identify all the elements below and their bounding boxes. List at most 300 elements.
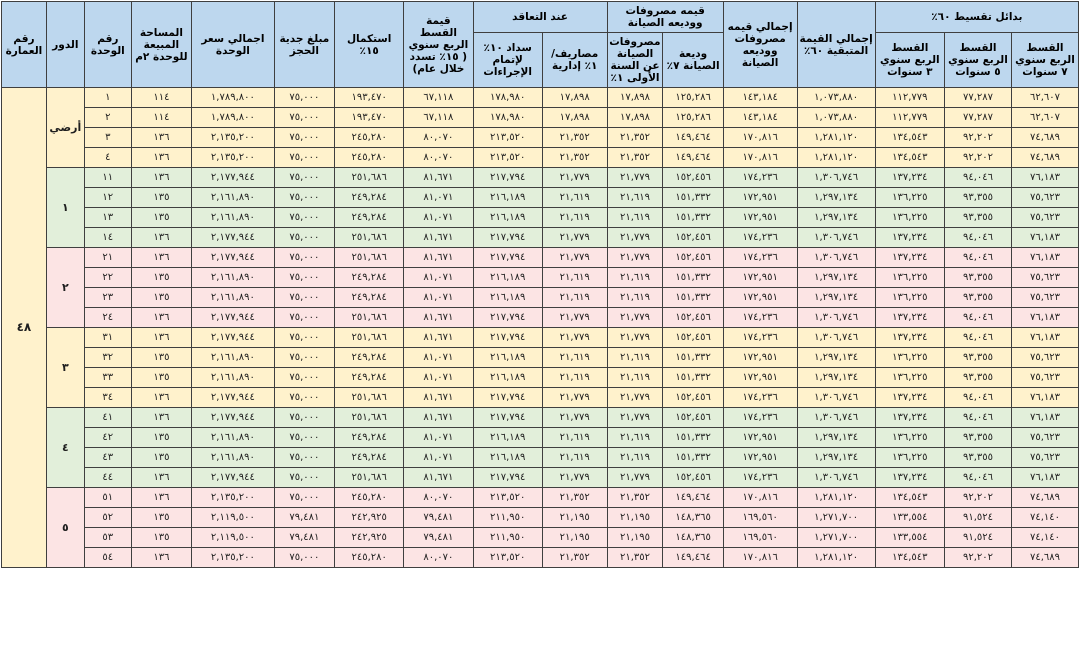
cell-unit-total-price: ٢,١٦١,٨٩٠ <box>192 448 275 468</box>
cell-maintenance-total: ١٧٢,٩٥١ <box>723 208 797 228</box>
table-row <box>2 388 1079 408</box>
cell-admin-fees: ٢١,٦١٩ <box>542 288 607 308</box>
cell-unit-number: ٢٣ <box>84 288 131 308</box>
cell-payment-10: ٢١٧,٧٩٤ <box>473 248 542 268</box>
cell-payment-10: ٢١٧,٧٩٤ <box>473 468 542 488</box>
cell-installment-3y: ١٣٧,٢٣٤ <box>875 408 944 428</box>
cell-maintenance-total: ١٧٤,٢٣٦ <box>723 228 797 248</box>
table-row <box>2 528 1079 548</box>
cell-unit-total-price: ١,٧٨٩,٨٠٠ <box>192 108 275 128</box>
cell-installment-3y: ١٣٣,٥٥٤ <box>875 508 944 528</box>
cell-completion-15: ٢٥١,٦٨٦ <box>335 168 404 188</box>
cell-quarterly-installment: ٨١,٦٧١ <box>404 308 473 328</box>
cell-unit-number: ٤٢ <box>84 428 131 448</box>
cell-completion-15: ٢٥١,٦٨٦ <box>335 328 404 348</box>
cell-maintenance-total: ١٧٤,٢٣٦ <box>723 408 797 428</box>
cell-quarterly-installment: ٨١,٦٧١ <box>404 168 473 188</box>
cell-maintenance-deposit-7: ١٥٢,٤٥٦ <box>663 468 723 488</box>
cell-unit-area: ١٣٥ <box>131 288 191 308</box>
cell-reservation-amount: ٧٥,٠٠٠ <box>274 228 334 248</box>
cell-reservation-amount: ٧٥,٠٠٠ <box>274 88 334 108</box>
cell-unit-total-price: ٢,١٦١,٨٩٠ <box>192 288 275 308</box>
cell-unit-number: ١٣ <box>84 208 131 228</box>
cell-completion-15: ٢٤٥,٢٨٠ <box>335 148 404 168</box>
cell-payment-10: ٢١٧,٧٩٤ <box>473 328 542 348</box>
cell-installment-3y: ١٣٦,٢٢٥ <box>875 188 944 208</box>
cell-unit-total-price: ٢,١٦١,٨٩٠ <box>192 368 275 388</box>
cell-installment-7y: ٧٦,١٨٣ <box>1011 408 1078 428</box>
cell-maintenance-first-year: ٢١,٦١٩ <box>607 448 663 468</box>
cell-quarterly-installment: ٦٧,١١٨ <box>404 108 473 128</box>
cell-maintenance-total: ١٧٢,٩٥١ <box>723 268 797 288</box>
table-row <box>2 368 1079 388</box>
cell-completion-15: ٢٥١,٦٨٦ <box>335 408 404 428</box>
cell-maintenance-deposit-7: ١٤٨,٣٦٥ <box>663 528 723 548</box>
cell-reservation-amount: ٧٥,٠٠٠ <box>274 108 334 128</box>
cell-unit-area: ١٣٦ <box>131 328 191 348</box>
cell-installment-3y: ١٣٤,٥٤٣ <box>875 488 944 508</box>
cell-maintenance-first-year: ٢١,١٩٥ <box>607 508 663 528</box>
header-installment-5y: القسط الربع سنوي ٥ سنوات <box>944 33 1011 88</box>
cell-unit-total-price: ٢,١١٩,٥٠٠ <box>192 528 275 548</box>
cell-maintenance-total: ١٧٢,٩٥١ <box>723 428 797 448</box>
cell-reservation-amount: ٧٥,٠٠٠ <box>274 248 334 268</box>
cell-maintenance-deposit-7: ١٥١,٣٣٢ <box>663 428 723 448</box>
cell-installment-5y: ٩٤,٠٤٦ <box>944 468 1011 488</box>
cell-maintenance-deposit-7: ١٥٢,٤٥٦ <box>663 408 723 428</box>
cell-maintenance-first-year: ٢١,٦١٩ <box>607 188 663 208</box>
cell-installment-5y: ٩٢,٢٠٢ <box>944 128 1011 148</box>
cell-reservation-amount: ٧٥,٠٠٠ <box>274 208 334 228</box>
cell-unit-total-price: ٢,١٧٧,٩٤٤ <box>192 248 275 268</box>
cell-installment-7y: ٦٢,٦٠٧ <box>1011 108 1078 128</box>
cell-installment-7y: ٧٦,١٨٣ <box>1011 328 1078 348</box>
cell-installment-3y: ١٣٧,٢٣٤ <box>875 468 944 488</box>
cell-installment-3y: ١٣٦,٢٢٥ <box>875 368 944 388</box>
cell-maintenance-first-year: ٢١,٦١٩ <box>607 208 663 228</box>
cell-installment-7y: ٧٥,٦٢٣ <box>1011 368 1078 388</box>
header-maintenance-deposit-7: وديعة الصيانة ٧٪ <box>663 33 723 88</box>
cell-installment-5y: ٧٧,٢٨٧ <box>944 108 1011 128</box>
cell-maintenance-first-year: ٢١,٧٧٩ <box>607 328 663 348</box>
cell-installment-3y: ١٣٦,٢٢٥ <box>875 448 944 468</box>
cell-installment-5y: ٩٢,٢٠٢ <box>944 148 1011 168</box>
cell-floor: ١ <box>46 168 84 248</box>
cell-unit-total-price: ٢,١٧٧,٩٤٤ <box>192 408 275 428</box>
table-row <box>2 268 1079 288</box>
cell-reservation-amount: ٧٩,٤٨١ <box>274 508 334 528</box>
cell-maintenance-total: ١٧٠,٨١٦ <box>723 128 797 148</box>
cell-total-remaining: ١,٢٩٧,١٣٤ <box>797 348 875 368</box>
cell-installment-7y: ٧٥,٦٢٣ <box>1011 428 1078 448</box>
cell-completion-15: ٢٥١,٦٨٦ <box>335 248 404 268</box>
group-header-installments: بدائل تقسيط ٦٠٪ <box>875 2 1078 33</box>
cell-admin-fees: ٢١,٧٧٩ <box>542 328 607 348</box>
cell-total-remaining: ١,٣٠٦,٧٤٦ <box>797 248 875 268</box>
group-header-at-contract: عند التعاقد <box>473 2 607 33</box>
cell-unit-number: ٣ <box>84 128 131 148</box>
cell-installment-3y: ١٣٧,٢٣٤ <box>875 388 944 408</box>
cell-maintenance-deposit-7: ١٢٥,٢٨٦ <box>663 108 723 128</box>
cell-reservation-amount: ٧٥,٠٠٠ <box>274 168 334 188</box>
cell-quarterly-installment: ٧٩,٤٨١ <box>404 528 473 548</box>
cell-unit-area: ١١٤ <box>131 88 191 108</box>
cell-payment-10: ٢١٣,٥٢٠ <box>473 488 542 508</box>
header-maintenance-total: إجمالي قيمه مصروفات ووديعه الصيانة <box>723 2 797 88</box>
cell-completion-15: ٢٤٢,٩٢٥ <box>335 508 404 528</box>
table-row <box>2 308 1079 328</box>
table-row <box>2 108 1079 128</box>
table-row <box>2 508 1079 528</box>
cell-maintenance-total: ١٧٠,٨١٦ <box>723 488 797 508</box>
cell-installment-5y: ٩٣,٣٥٥ <box>944 208 1011 228</box>
cell-installment-5y: ٩١,٥٢٤ <box>944 508 1011 528</box>
cell-unit-number: ٣٣ <box>84 368 131 388</box>
cell-completion-15: ٢٤٥,٢٨٠ <box>335 128 404 148</box>
cell-admin-fees: ٢١,٦١٩ <box>542 368 607 388</box>
table-row <box>2 488 1079 508</box>
cell-quarterly-installment: ٨١,٠٧١ <box>404 268 473 288</box>
cell-total-remaining: ١,٢٧١,٧٠٠ <box>797 528 875 548</box>
cell-unit-area: ١٣٦ <box>131 388 191 408</box>
header-reservation-amount: مبلغ جدية الحجز <box>274 2 334 88</box>
cell-completion-15: ٢٥١,٦٨٦ <box>335 468 404 488</box>
cell-installment-3y: ١٣٤,٥٤٣ <box>875 548 944 568</box>
cell-unit-number: ١٤ <box>84 228 131 248</box>
header-maintenance-first-year-1: مصروفات الصيانة عن السنة الأولى ١٪ <box>607 33 663 88</box>
cell-unit-total-price: ١,٧٨٩,٨٠٠ <box>192 88 275 108</box>
cell-unit-number: ٤١ <box>84 408 131 428</box>
cell-maintenance-first-year: ٢١,٦١٩ <box>607 288 663 308</box>
cell-maintenance-first-year: ٢١,٦١٩ <box>607 348 663 368</box>
cell-total-remaining: ١,٢٩٧,١٣٤ <box>797 428 875 448</box>
cell-completion-15: ٢٤٩,٢٨٤ <box>335 428 404 448</box>
cell-unit-area: ١٣٦ <box>131 548 191 568</box>
cell-quarterly-installment: ٨١,٠٧١ <box>404 428 473 448</box>
header-unit-number: رقم الوحدة <box>84 2 131 88</box>
cell-installment-7y: ٧٥,٦٢٣ <box>1011 448 1078 468</box>
cell-reservation-amount: ٧٥,٠٠٠ <box>274 328 334 348</box>
cell-payment-10: ٢١٦,١٨٩ <box>473 368 542 388</box>
cell-installment-7y: ٧٥,٦٢٣ <box>1011 348 1078 368</box>
cell-installment-3y: ١٣٧,٢٣٤ <box>875 168 944 188</box>
cell-maintenance-total: ١٧٢,٩٥١ <box>723 348 797 368</box>
cell-completion-15: ٢٥١,٦٨٦ <box>335 228 404 248</box>
cell-maintenance-deposit-7: ١٥١,٣٣٢ <box>663 188 723 208</box>
cell-maintenance-total: ١٧٤,٢٣٦ <box>723 388 797 408</box>
cell-maintenance-first-year: ٢١,٧٧٩ <box>607 308 663 328</box>
cell-quarterly-installment: ٨٠,٠٧٠ <box>404 128 473 148</box>
cell-installment-3y: ١٣٦,٢٢٥ <box>875 288 944 308</box>
cell-reservation-amount: ٧٥,٠٠٠ <box>274 448 334 468</box>
header-admin-fees-1: مصاريف/١٪ إدارية <box>542 33 607 88</box>
cell-maintenance-first-year: ٢١,٧٧٩ <box>607 408 663 428</box>
cell-payment-10: ٢١١,٩٥٠ <box>473 508 542 528</box>
cell-payment-10: ٢١٧,٧٩٤ <box>473 308 542 328</box>
cell-reservation-amount: ٧٥,٠٠٠ <box>274 368 334 388</box>
cell-maintenance-deposit-7: ١٥١,٣٣٢ <box>663 368 723 388</box>
table-row <box>2 448 1079 468</box>
cell-unit-number: ٣٤ <box>84 388 131 408</box>
cell-unit-total-price: ٢,١٧٧,٩٤٤ <box>192 308 275 328</box>
cell-installment-7y: ٧٦,١٨٣ <box>1011 388 1078 408</box>
cell-installment-5y: ٩٣,٣٥٥ <box>944 368 1011 388</box>
cell-reservation-amount: ٧٥,٠٠٠ <box>274 288 334 308</box>
cell-installment-3y: ١٣٧,٢٣٤ <box>875 248 944 268</box>
header-installment-3y: القسط الربع سنوي ٣ سنوات <box>875 33 944 88</box>
cell-installment-7y: ٦٢,٦٠٧ <box>1011 88 1078 108</box>
header-building-number: رقم العمارة <box>2 2 47 88</box>
cell-installment-3y: ١٣٧,٢٣٤ <box>875 308 944 328</box>
cell-installment-7y: ٧٥,٦٢٣ <box>1011 288 1078 308</box>
cell-total-remaining: ١,٣٠٦,٧٤٦ <box>797 228 875 248</box>
cell-maintenance-first-year: ٢١,٣٥٢ <box>607 488 663 508</box>
cell-total-remaining: ١,٢٨١,١٢٠ <box>797 548 875 568</box>
cell-maintenance-total: ١٧٠,٨١٦ <box>723 548 797 568</box>
cell-installment-5y: ٩١,٥٢٤ <box>944 528 1011 548</box>
cell-reservation-amount: ٧٩,٤٨١ <box>274 528 334 548</box>
cell-unit-total-price: ٢,١٧٧,٩٤٤ <box>192 228 275 248</box>
cell-payment-10: ٢١٧,٧٩٤ <box>473 408 542 428</box>
cell-admin-fees: ٢١,٣٥٢ <box>542 128 607 148</box>
cell-admin-fees: ٢١,٧٧٩ <box>542 408 607 428</box>
cell-quarterly-installment: ٨١,٠٧١ <box>404 368 473 388</box>
cell-maintenance-first-year: ٢١,٧٧٩ <box>607 248 663 268</box>
cell-unit-area: ١٣٥ <box>131 188 191 208</box>
cell-unit-number: ٤٤ <box>84 468 131 488</box>
cell-reservation-amount: ٧٥,٠٠٠ <box>274 268 334 288</box>
cell-installment-5y: ٩٤,٠٤٦ <box>944 168 1011 188</box>
header-group-row <box>2 2 1079 33</box>
table-row <box>2 548 1079 568</box>
cell-admin-fees: ٢١,١٩٥ <box>542 508 607 528</box>
cell-admin-fees: ٢١,١٩٥ <box>542 528 607 548</box>
cell-unit-total-price: ٢,١٦١,٨٩٠ <box>192 208 275 228</box>
cell-admin-fees: ٢١,٧٧٩ <box>542 468 607 488</box>
cell-installment-3y: ١١٢,٧٧٩ <box>875 88 944 108</box>
cell-quarterly-installment: ٨١,٠٧١ <box>404 348 473 368</box>
cell-admin-fees: ١٧,٨٩٨ <box>542 108 607 128</box>
cell-maintenance-total: ١٧٤,٢٣٦ <box>723 168 797 188</box>
cell-maintenance-total: ١٧٤,٢٣٦ <box>723 468 797 488</box>
cell-payment-10: ٢١٣,٥٢٠ <box>473 548 542 568</box>
cell-completion-15: ٢٤٩,٢٨٤ <box>335 348 404 368</box>
cell-total-remaining: ١,٢٩٧,١٣٤ <box>797 268 875 288</box>
cell-maintenance-first-year: ٢١,٦١٩ <box>607 368 663 388</box>
header-floor: الدور <box>46 2 84 88</box>
table-row <box>2 208 1079 228</box>
cell-payment-10: ٢١٧,٧٩٤ <box>473 228 542 248</box>
cell-quarterly-installment: ٨١,٦٧١ <box>404 468 473 488</box>
cell-maintenance-first-year: ٢١,٧٧٩ <box>607 388 663 408</box>
cell-maintenance-first-year: ٢١,٧٧٩ <box>607 468 663 488</box>
cell-unit-number: ٢٢ <box>84 268 131 288</box>
cell-unit-area: ١٣٦ <box>131 468 191 488</box>
cell-installment-5y: ٩٣,٣٥٥ <box>944 268 1011 288</box>
cell-total-remaining: ١,٢٩٧,١٣٤ <box>797 448 875 468</box>
cell-installment-7y: ٧٥,٦٢٣ <box>1011 188 1078 208</box>
table-row <box>2 248 1079 268</box>
cell-total-remaining: ١,٢٩٧,١٣٤ <box>797 188 875 208</box>
cell-maintenance-deposit-7: ١٥١,٣٣٢ <box>663 208 723 228</box>
cell-reservation-amount: ٧٥,٠٠٠ <box>274 428 334 448</box>
cell-reservation-amount: ٧٥,٠٠٠ <box>274 488 334 508</box>
cell-payment-10: ٢١٣,٥٢٠ <box>473 128 542 148</box>
cell-maintenance-deposit-7: ١٤٩,٤٦٤ <box>663 148 723 168</box>
cell-installment-7y: ٧٦,١٨٣ <box>1011 168 1078 188</box>
cell-payment-10: ٢١٦,١٨٩ <box>473 268 542 288</box>
cell-admin-fees: ٢١,٧٧٩ <box>542 388 607 408</box>
cell-maintenance-first-year: ١٧,٨٩٨ <box>607 108 663 128</box>
cell-installment-5y: ٧٧,٢٨٧ <box>944 88 1011 108</box>
cell-unit-number: ٥٣ <box>84 528 131 548</box>
cell-unit-number: ٥٢ <box>84 508 131 528</box>
cell-maintenance-deposit-7: ١٥٢,٤٥٦ <box>663 228 723 248</box>
cell-installment-7y: ٧٦,١٨٣ <box>1011 468 1078 488</box>
cell-installment-7y: ٧٥,٦٢٣ <box>1011 208 1078 228</box>
cell-total-remaining: ١,٢٧١,٧٠٠ <box>797 508 875 528</box>
cell-quarterly-installment: ٨١,٦٧١ <box>404 408 473 428</box>
cell-maintenance-total: ١٧٤,٢٣٦ <box>723 308 797 328</box>
cell-unit-number: ٥١ <box>84 488 131 508</box>
cell-admin-fees: ٢١,٦١٩ <box>542 208 607 228</box>
cell-total-remaining: ١,٠٧٣,٨٨٠ <box>797 88 875 108</box>
cell-floor: ٢ <box>46 248 84 328</box>
cell-maintenance-deposit-7: ١٥١,٣٣٢ <box>663 348 723 368</box>
cell-quarterly-installment: ٨١,٠٧١ <box>404 448 473 468</box>
cell-installment-5y: ٩٤,٠٤٦ <box>944 388 1011 408</box>
cell-maintenance-total: ١٧٢,٩٥١ <box>723 448 797 468</box>
cell-installment-3y: ١٣٧,٢٣٤ <box>875 228 944 248</box>
cell-maintenance-total: ١٤٣,١٨٤ <box>723 108 797 128</box>
cell-floor: ٤ <box>46 408 84 488</box>
table-row <box>2 288 1079 308</box>
cell-total-remaining: ١,٣٠٦,٧٤٦ <box>797 168 875 188</box>
cell-total-remaining: ١,٣٠٦,٧٤٦ <box>797 308 875 328</box>
cell-completion-15: ١٩٣,٤٧٠ <box>335 108 404 128</box>
cell-unit-total-price: ٢,١٦١,٨٩٠ <box>192 428 275 448</box>
cell-maintenance-first-year: ٢١,١٩٥ <box>607 528 663 548</box>
cell-maintenance-deposit-7: ١٥١,٣٣٢ <box>663 448 723 468</box>
cell-installment-5y: ٩٢,٢٠٢ <box>944 488 1011 508</box>
cell-total-remaining: ١,٠٧٣,٨٨٠ <box>797 108 875 128</box>
cell-installment-3y: ١٣٦,٢٢٥ <box>875 268 944 288</box>
cell-installment-5y: ٩٤,٠٤٦ <box>944 248 1011 268</box>
cell-quarterly-installment: ٨١,٦٧١ <box>404 248 473 268</box>
group-header-maintenance: قيمه مصروفات ووديعه الصيانة <box>607 2 723 33</box>
cell-completion-15: ٢٤٥,٢٨٠ <box>335 548 404 568</box>
cell-reservation-amount: ٧٥,٠٠٠ <box>274 188 334 208</box>
cell-installment-5y: ٩٤,٠٤٦ <box>944 228 1011 248</box>
cell-unit-area: ١٣٦ <box>131 168 191 188</box>
cell-admin-fees: ٢١,٦١٩ <box>542 448 607 468</box>
cell-installment-7y: ٧٤,٦٨٩ <box>1011 148 1078 168</box>
cell-unit-area: ١٣٦ <box>131 308 191 328</box>
cell-unit-area: ١٣٦ <box>131 128 191 148</box>
cell-installment-5y: ٩٤,٠٤٦ <box>944 328 1011 348</box>
cell-installment-5y: ٩٢,٢٠٢ <box>944 548 1011 568</box>
cell-completion-15: ٢٥١,٦٨٦ <box>335 308 404 328</box>
cell-installment-3y: ١٣٦,٢٢٥ <box>875 208 944 228</box>
cell-unit-total-price: ٢,١٧٧,٩٤٤ <box>192 388 275 408</box>
cell-quarterly-installment: ٨١,٠٧١ <box>404 208 473 228</box>
cell-total-remaining: ١,٣٠٦,٧٤٦ <box>797 468 875 488</box>
cell-reservation-amount: ٧٥,٠٠٠ <box>274 348 334 368</box>
cell-maintenance-first-year: ٢١,٦١٩ <box>607 428 663 448</box>
cell-quarterly-installment: ٨١,٠٧١ <box>404 188 473 208</box>
cell-maintenance-total: ١٦٩,٥٦٠ <box>723 508 797 528</box>
cell-reservation-amount: ٧٥,٠٠٠ <box>274 308 334 328</box>
cell-admin-fees: ٢١,٦١٩ <box>542 188 607 208</box>
cell-floor: أرضي <box>46 88 84 168</box>
cell-quarterly-installment: ٨١,٦٧١ <box>404 328 473 348</box>
cell-unit-area: ١٣٥ <box>131 508 191 528</box>
cell-maintenance-deposit-7: ١٥٢,٤٥٦ <box>663 308 723 328</box>
cell-maintenance-total: ١٦٩,٥٦٠ <box>723 528 797 548</box>
cell-quarterly-installment: ٨١,٠٧١ <box>404 288 473 308</box>
cell-admin-fees: ٢١,٣٥٢ <box>542 488 607 508</box>
cell-reservation-amount: ٧٥,٠٠٠ <box>274 408 334 428</box>
cell-unit-area: ١٣٦ <box>131 148 191 168</box>
cell-maintenance-first-year: ٢١,٣٥٢ <box>607 548 663 568</box>
cell-payment-10: ٢١٧,٧٩٤ <box>473 168 542 188</box>
cell-completion-15: ٢٤٩,٢٨٤ <box>335 208 404 228</box>
cell-payment-10: ٢١٦,١٨٩ <box>473 208 542 228</box>
cell-completion-15: ٢٤٥,٢٨٠ <box>335 488 404 508</box>
cell-installment-5y: ٩٣,٣٥٥ <box>944 448 1011 468</box>
cell-unit-total-price: ٢,١٣٥,٢٠٠ <box>192 128 275 148</box>
cell-building-number: ٤٨ <box>2 88 47 568</box>
cell-unit-total-price: ٢,١٧٧,٩٤٤ <box>192 328 275 348</box>
cell-reservation-amount: ٧٥,٠٠٠ <box>274 128 334 148</box>
table-row <box>2 148 1079 168</box>
cell-installment-5y: ٩٣,٣٥٥ <box>944 348 1011 368</box>
cell-total-remaining: ١,٢٩٧,١٣٤ <box>797 288 875 308</box>
cell-unit-number: ٤٣ <box>84 448 131 468</box>
cell-maintenance-total: ١٧٤,٢٣٦ <box>723 248 797 268</box>
cell-unit-area: ١٣٥ <box>131 448 191 468</box>
header-unit-total-price: اجمالي سعر الوحدة <box>192 2 275 88</box>
cell-payment-10: ١٧٨,٩٨٠ <box>473 88 542 108</box>
header-total-remaining: إجمالي القيمة المتبقية ٦٠٪ <box>797 2 875 88</box>
cell-payment-10: ٢١١,٩٥٠ <box>473 528 542 548</box>
cell-unit-total-price: ٢,١٦١,٨٩٠ <box>192 268 275 288</box>
cell-payment-10: ٢١٦,١٨٩ <box>473 448 542 468</box>
cell-maintenance-total: ١٧٢,٩٥١ <box>723 188 797 208</box>
cell-unit-number: ١٢ <box>84 188 131 208</box>
cell-unit-number: ١١ <box>84 168 131 188</box>
cell-quarterly-installment: ٨٠,٠٧٠ <box>404 548 473 568</box>
cell-unit-area: ١٣٦ <box>131 248 191 268</box>
cell-maintenance-total: ١٧٠,٨١٦ <box>723 148 797 168</box>
header-installment-7y: القسط الربع سنوي ٧ سنوات <box>1011 33 1078 88</box>
cell-quarterly-installment: ٨١,٦٧١ <box>404 388 473 408</box>
cell-completion-15: ٢٤٩,٢٨٤ <box>335 288 404 308</box>
table-row <box>2 188 1079 208</box>
cell-unit-area: ١١٤ <box>131 108 191 128</box>
cell-floor: ٥ <box>46 488 84 568</box>
cell-installment-7y: ٧٤,١٤٠ <box>1011 528 1078 548</box>
cell-completion-15: ٢٤٢,٩٢٥ <box>335 528 404 548</box>
cell-unit-number: ٢ <box>84 108 131 128</box>
cell-admin-fees: ٢١,٧٧٩ <box>542 308 607 328</box>
cell-installment-7y: ٧٦,١٨٣ <box>1011 308 1078 328</box>
cell-installment-5y: ٩٤,٠٤٦ <box>944 408 1011 428</box>
cell-maintenance-deposit-7: ١٥٢,٤٥٦ <box>663 388 723 408</box>
cell-total-remaining: ١,٢٨١,١٢٠ <box>797 488 875 508</box>
cell-unit-total-price: ٢,١٣٥,٢٠٠ <box>192 488 275 508</box>
cell-payment-10: ٢١٦,١٨٩ <box>473 428 542 448</box>
